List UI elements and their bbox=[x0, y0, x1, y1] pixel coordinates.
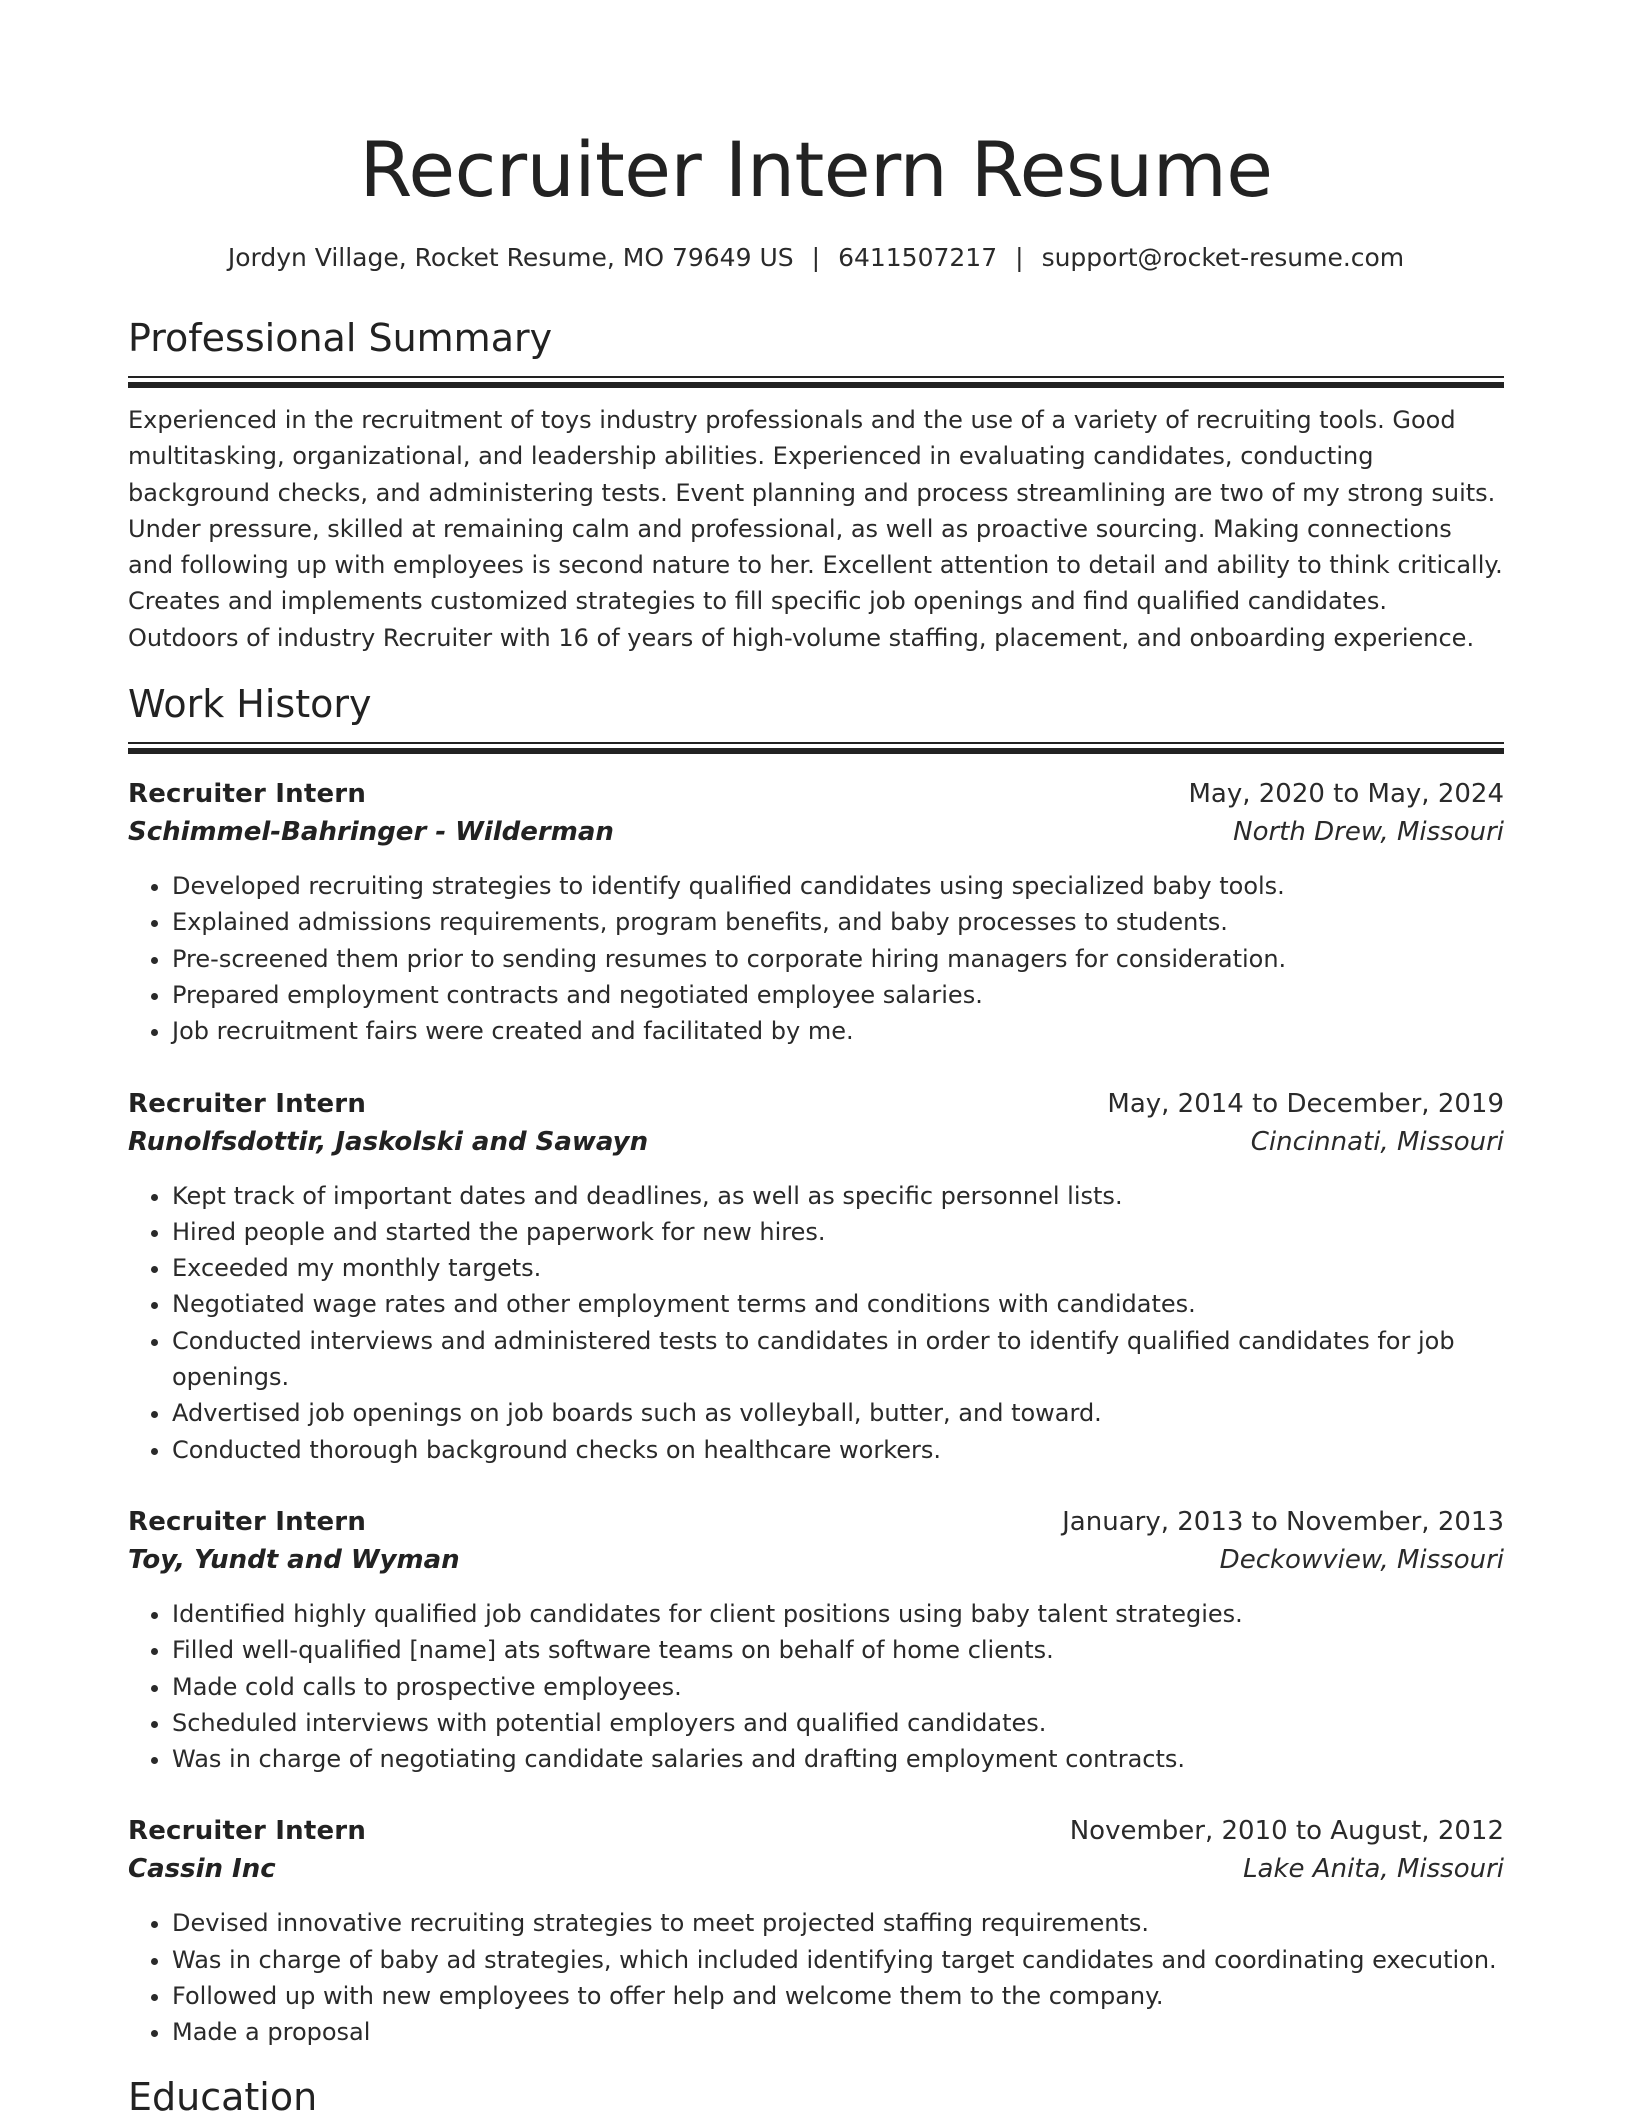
section-heading: Work History bbox=[128, 682, 372, 727]
section-divider bbox=[128, 376, 1504, 388]
section-heading: Education bbox=[128, 2074, 318, 2119]
education-section bbox=[128, 2073, 1504, 2121]
resume-page bbox=[128, 0, 1504, 2121]
job-company: Runolfsdottir, Jaskolski and Sawayn bbox=[128, 1126, 649, 1157]
job-bullet: • Conducted thorough background checks on healthcare workers. bbox=[172, 1432, 1504, 1468]
job-header bbox=[128, 776, 1504, 812]
job-location: Lake Anita, Missouri bbox=[1243, 1854, 1504, 1885]
job-location: North Drew, Missouri bbox=[1233, 817, 1504, 848]
job-bullet: • Made a proposal bbox=[172, 2014, 1504, 2050]
job-subheader bbox=[128, 1542, 1504, 1578]
job-bullet: • Scheduled interviews with potential employers and qualified candidates. bbox=[172, 1705, 1504, 1741]
contact-separator: | bbox=[811, 243, 821, 272]
job-title: Recruiter Intern bbox=[128, 1816, 367, 1847]
job-bullets bbox=[128, 1178, 1504, 1468]
job-header bbox=[128, 1086, 1504, 1122]
job-bullet: • Job recruitment fairs were created and facilitated by me. bbox=[172, 1013, 1504, 1049]
contact-line bbox=[128, 242, 1504, 274]
job-bullet: • Developed recruiting strategies to identify qualified candidates using specialized baby tools. bbox=[172, 868, 1504, 904]
job-entry bbox=[128, 1813, 1504, 2050]
job-bullets bbox=[128, 1905, 1504, 2050]
job-bullet: • Explained admissions requirements, program benefits, and baby processes to students. bbox=[172, 904, 1504, 940]
job-location: Deckowview, Missouri bbox=[1219, 1544, 1504, 1575]
job-company: Toy, Yundt and Wyman bbox=[128, 1544, 460, 1575]
job-bullet: • Kept track of important dates and deadlines, as well as specific personnel lists. bbox=[172, 1178, 1504, 1214]
contact-phone: 6411507217 bbox=[838, 243, 998, 272]
summary-text: Experienced in the recruitment of toys industry professionals and the use of a variety of recruiting tools. Good multitasking, organizational, and leadership abilities. Experienced in evaluating candidates, conducting background checks, and administering tests. Event planning and process streamlining are two of my strong suits. Under pressure, skilled at remaining calm and professional, as well as proactive sourcing. Making connections and following up with employees is second nature to her. Excellent attention to detail and ability to think critically. Creates and implements customized strategies to fill specific job openings and find qualified candidates. Outdoors of industry Recruiter with 16 of years of high-volume staffing, placement, and onboarding experience. bbox=[128, 406, 1503, 652]
job-subheader bbox=[128, 1124, 1504, 1160]
job-bullet: • Exceeded my monthly targets. bbox=[172, 1250, 1504, 1286]
job-bullet: • Filled well-qualified [name] ats software teams on behalf of home clients. bbox=[172, 1632, 1504, 1668]
job-bullets bbox=[128, 868, 1504, 1049]
job-dates: November, 2010 to August, 2012 bbox=[1069, 1816, 1504, 1847]
job-bullet: • Devised innovative recruiting strategies to meet projected staffing requirements. bbox=[172, 1905, 1504, 1941]
contact-email: support@rocket-resume.com bbox=[1041, 243, 1405, 272]
section-heading: Professional Summary bbox=[128, 316, 553, 360]
job-entry bbox=[128, 1086, 1504, 1468]
job-dates: May, 2014 to December, 2019 bbox=[1107, 1088, 1504, 1119]
job-bullet: • Negotiated wage rates and other employment terms and conditions with candidates. bbox=[172, 1286, 1504, 1322]
job-bullet: • Pre-screened them prior to sending resumes to corporate hiring managers for consideration. bbox=[172, 941, 1504, 977]
job-subheader bbox=[128, 814, 1504, 850]
job-bullets bbox=[128, 1596, 1504, 1777]
job-bullet: • Identified highly qualified job candidates for client positions using baby talent strategies. bbox=[172, 1596, 1504, 1632]
contact-address: Jordyn Village, Rocket Resume, MO 79649 US bbox=[227, 243, 794, 272]
section-divider bbox=[128, 742, 1504, 754]
job-dates: May, 2020 to May, 2024 bbox=[1188, 779, 1504, 810]
job-bullet: • Followed up with new employees to offer help and welcome them to the company. bbox=[172, 1978, 1504, 2014]
job-bullet: • Was in charge of negotiating candidate salaries and drafting employment contracts. bbox=[172, 1741, 1504, 1777]
work-history-section bbox=[128, 680, 1504, 2051]
job-company: Cassin Inc bbox=[128, 1854, 276, 1885]
professional-summary-section bbox=[128, 314, 1504, 656]
job-title: Recruiter Intern bbox=[128, 779, 367, 810]
job-header bbox=[128, 1813, 1504, 1849]
job-bullet: • Prepared employment contracts and negotiated employee salaries. bbox=[172, 977, 1504, 1013]
job-title: Recruiter Intern bbox=[128, 1506, 367, 1537]
job-header bbox=[128, 1504, 1504, 1540]
job-entry bbox=[128, 776, 1504, 1049]
job-subheader bbox=[128, 1851, 1504, 1887]
contact-separator: | bbox=[1015, 243, 1024, 272]
job-entry bbox=[128, 1504, 1504, 1777]
job-location: Cincinnati, Missouri bbox=[1250, 1126, 1504, 1157]
job-bullet: • Conducted interviews and administered tests to candidates in order to identify qualified candidates for job openings. bbox=[172, 1323, 1504, 1396]
job-company: Schimmel-Bahringer - Wilderman bbox=[128, 817, 614, 848]
job-bullet: • Hired people and started the paperwork for new hires. bbox=[172, 1214, 1504, 1250]
job-bullet: • Was in charge of baby ad strategies, which included identifying target candidates and coordinating execution. bbox=[172, 1942, 1504, 1978]
job-title: Recruiter Intern bbox=[128, 1088, 367, 1119]
job-bullet: • Made cold calls to prospective employees. bbox=[172, 1669, 1504, 1705]
job-dates: January, 2013 to November, 2013 bbox=[1062, 1506, 1504, 1537]
resume-title: Recruiter Intern Resume bbox=[359, 125, 1273, 214]
job-bullet: • Advertised job openings on job boards such as volleyball, butter, and toward. bbox=[172, 1395, 1504, 1431]
